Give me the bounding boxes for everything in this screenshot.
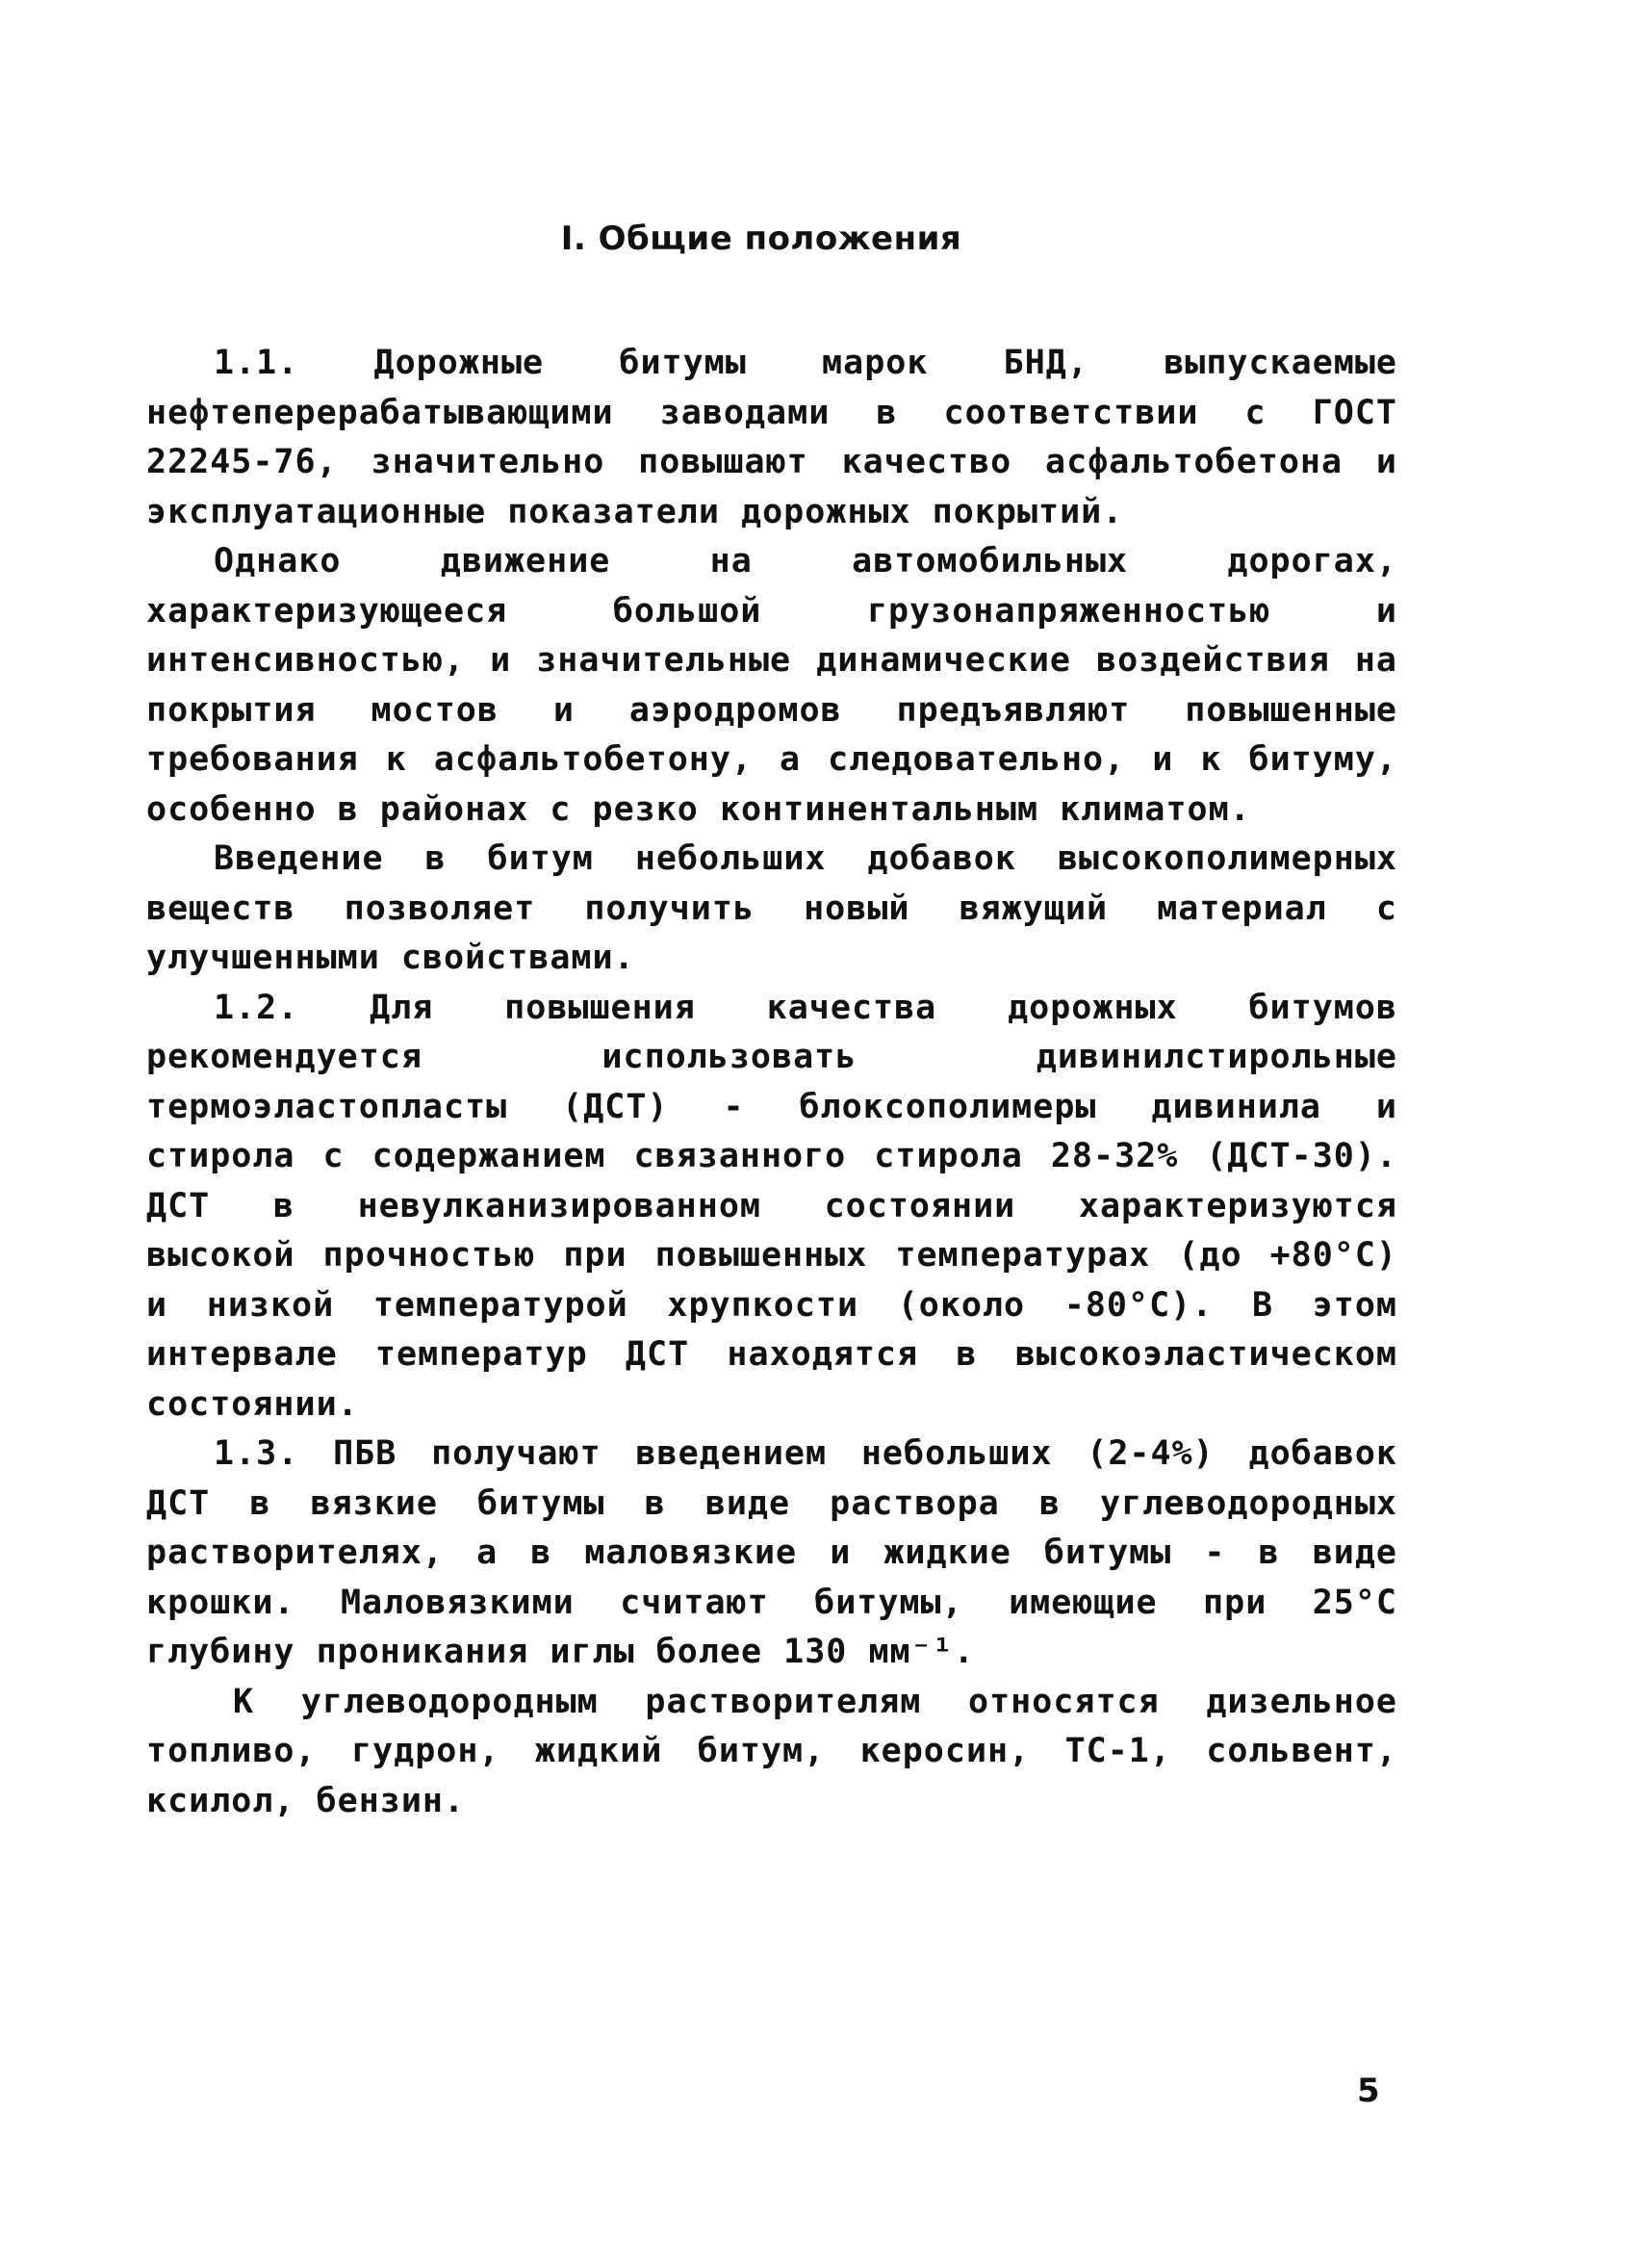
paragraph-1-1: 1.1. Дорожные битумы марок БНД, выпускаемые нефтеперерабатывающими заводами в соответствии с ГОСТ 22245-76, значительно повышают качество асфальтобетона и эксплуатационные показатели дорожных покрытий. — [146, 344, 1397, 531]
section-heading: I. Общие положения — [560, 219, 962, 258]
paragraph-solvents: К углеводородным растворителям относятся дизельное топливо, гудрон, жидкий битум, керосин, ТС-1, сольвент, ксилол, бензин. — [146, 1682, 1397, 1820]
paragraph-1-2: 1.2. Для повышения качества дорожных битумов рекомендуется использовать дивинилстирольные термоэластопласты (ДСТ) - блоксополимеры дивинила и стирола с содержанием связанного стирола 28-32% (ДСТ-30). ДСТ в невулканизированном состоянии характеризуются высокой прочностью при повышенных температурах (до +80°С) и низкой температурой хрупкости (около -80°С). В этом интервале температур ДСТ находятся в высокоэластическом состоянии. — [146, 988, 1397, 1424]
body-text — [146, 339, 1397, 1826]
paragraph-1-3: 1.3. ПБВ получают введением небольших (2-4%) добавок ДСТ в вязкие битумы в виде раствора в углеводородных растворителях, а в маловязкие и жидкие битумы - в виде крошки. Маловязкими считают битумы, имеющие при 25°С глубину проникания иглы более 130 мм⁻¹. — [146, 1434, 1397, 1671]
paragraph-polymer-additives: Введение в битум небольших добавок высокополимерных веществ позволяет получить новый вяжущий материал с улучшенными свойствами. — [146, 839, 1397, 977]
page-number: 5 — [1357, 2072, 1380, 2110]
paragraph-traffic-requirements: Однако движение на автомобильных дорогах, характеризующееся большой грузонапряженностью и интенсивностью, и значительные динамические воздействия на покрытия мостов и аэродромов предъявляют повышенные требования к асфальтобетону, а следовательно, и к битуму, особенно в районах с резко континентальным климатом. — [146, 542, 1397, 829]
